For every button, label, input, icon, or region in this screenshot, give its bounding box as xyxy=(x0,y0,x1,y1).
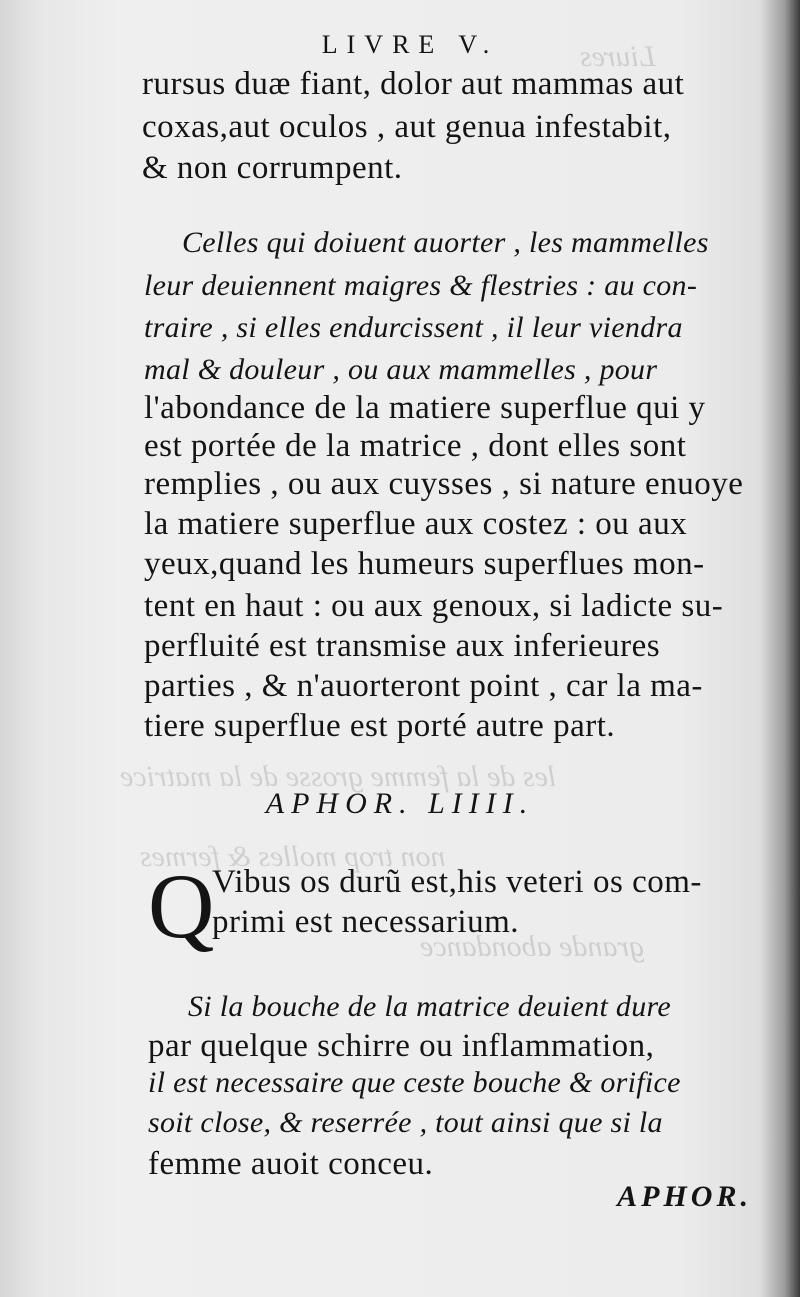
show-through-text: grande abondance xyxy=(420,930,645,963)
text-line: remplies , ou aux cuysses , si nature enuoye xyxy=(144,466,744,502)
drop-cap: Q xyxy=(148,855,215,957)
show-through-text: non trop molles & fermes xyxy=(140,840,446,873)
text-line: il est necessaire que ceste bouche & orifice xyxy=(148,1066,681,1099)
text-line: rursus duæ fiant, dolor aut mammas aut xyxy=(142,66,685,102)
catchword: APHOR. xyxy=(617,1180,752,1213)
text-line: Si la bouche de la matrice deuient dure xyxy=(188,990,671,1023)
text-line: tent en haut : ou aux genoux, si ladicte su- xyxy=(144,588,724,624)
show-through-text: Liures xyxy=(580,40,656,73)
text-line: Vibus os durũ est,his veteri os com- xyxy=(212,864,702,900)
text-line: est portée de la matrice , dont elles sont xyxy=(144,428,687,464)
text-line: yeux,quand les humeurs superflues mon- xyxy=(144,546,705,582)
text-line: parties , & n'auorteront point , car la ma- xyxy=(144,668,703,704)
running-header: LIVRE V. xyxy=(321,30,499,59)
text-line: perfluité est transmise aux inferieures xyxy=(144,628,661,664)
text-line: l'abondance de la matiere superflue qui y xyxy=(144,390,706,426)
aphorism-heading: APHOR. LIIII. xyxy=(265,787,535,820)
text-line: traire , si elles endurcissent , il leur viendra xyxy=(144,311,683,344)
text-line: femme auoit conceu. xyxy=(148,1146,434,1182)
text-line: mal & douleur , ou aux mammelles , pour xyxy=(144,353,658,386)
text-line: la matiere superflue aux costez : ou aux xyxy=(144,506,688,542)
text-line: primi est necessarium. xyxy=(212,904,520,940)
text-line: coxas,aut oculos , aut genua infestabit, xyxy=(142,109,672,145)
text-line: leur deuiennent maigres & flestries : au con- xyxy=(144,269,698,302)
text-line: Celles qui doiuent auorter , les mammelles xyxy=(182,226,709,259)
text-line: soit close, & reserrée , tout ainsi que si la xyxy=(148,1106,663,1139)
text-line: & non corrumpent. xyxy=(142,150,403,186)
text-line: tiere superflue est porté autre part. xyxy=(144,708,616,744)
text-line: par quelque schirre ou inflammation, xyxy=(148,1028,655,1064)
show-through-text: les de la femme grosse de la matrice xyxy=(120,760,557,793)
